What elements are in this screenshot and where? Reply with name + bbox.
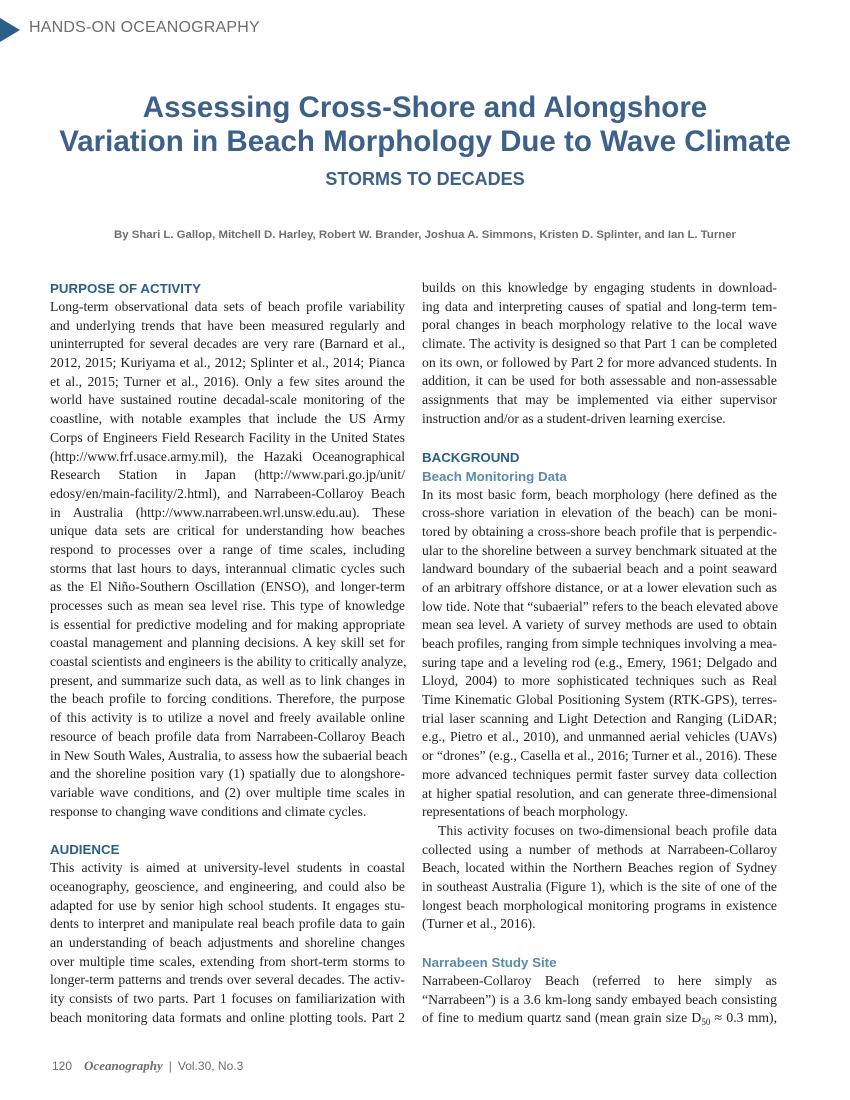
text-line: at higher spatial resolution, and can generate three-dimensional bbox=[422, 785, 777, 801]
text-line: In its most basic form, beach morphology (here defined as the bbox=[422, 486, 777, 502]
author-byline: By Shari L. Gallop, Mitchell D. Harley, Robert W. Brander, Joshua A. Simmons, Kristen D. Splinter, and Ian L. Turner bbox=[114, 229, 736, 241]
text-line: processes such as mean sea level rise. This type of knowledge bbox=[50, 598, 405, 613]
text-fragment: ≈ 0.3 mm), bbox=[710, 1010, 777, 1026]
study-site-last-line bbox=[422, 1009, 777, 1028]
text-line: (Turner et al., 2016). bbox=[422, 916, 536, 932]
beach-monitoring-paragraph-1 bbox=[422, 486, 777, 822]
footer-separator: | bbox=[168, 1059, 172, 1073]
text-line: Corps of Engineers Field Research Facility in the United States bbox=[50, 429, 405, 445]
text-line: Long-term observational data sets of beach profile variability bbox=[50, 299, 405, 314]
text-line: trial laser scanning and Light Detection and Ranging (LiDAR; bbox=[422, 710, 777, 726]
text-line: as the El Niño-Southern Oscillation (ENSO), and longer-term bbox=[50, 579, 405, 595]
text-line: Time Kinematic Global Positioning System (RTK-GPS), terres- bbox=[422, 692, 777, 708]
text-line: low tide. Note that “subaerial” refers to the beach elevated above bbox=[422, 598, 779, 614]
text-line: in Australia (http://www.narrabeen.wrl.unsw.edu.au). These bbox=[50, 504, 405, 520]
text-line: of this activity is to utilize a novel and freely available online bbox=[50, 710, 405, 726]
text-line: ity consists of two parts. Part 1 focuses on familiarization with bbox=[50, 991, 405, 1007]
text-line: adapted for use by senior high school students. It engages stu- bbox=[50, 897, 405, 913]
text-line: present, and summarize such data, as well as to link changes in bbox=[50, 672, 405, 688]
text-line: climate. The activity is designed so that Part 1 can be completed bbox=[422, 336, 777, 352]
text-line: more advanced techniques permit faster survey data collection bbox=[422, 766, 777, 782]
text-line: in southeast Australia (Figure 1), which is the site of one of the bbox=[422, 878, 777, 894]
text-line: cross-shore variation in elevation of the beach) can be moni- bbox=[422, 505, 777, 521]
text-line: This activity focuses on two-dimensional beach profile data bbox=[438, 822, 777, 838]
text-line: “Narrabeen”) is a 3.6 km-long sandy embayed beach consisting bbox=[422, 991, 777, 1007]
study-site-paragraph bbox=[422, 972, 777, 1009]
text-line: This activity is aimed at university-level students in coastal bbox=[50, 860, 405, 876]
section-marker-triangle bbox=[0, 18, 20, 42]
text-line: or “drones” (e.g., Casella et al., 2016; Turner et al., 2016). These bbox=[422, 748, 777, 764]
text-line: variable wave conditions, and (2) over multiple time scales in bbox=[50, 784, 405, 800]
text-line: resource of beach profile data from Narrabeen-Collaroy Beach bbox=[50, 728, 405, 744]
text-line: builds on this knowledge by engaging students in download- bbox=[422, 280, 777, 295]
text-line: coastline, with notable examples that include the US Army bbox=[50, 411, 405, 427]
text-line: in New South Wales, Australia, to assess how the subaerial beach bbox=[50, 747, 408, 763]
section-label: HANDS-ON OCEANOGRAPHY bbox=[29, 19, 260, 36]
text-line: uninterrupted for several decades are very rare (Barnard et al., bbox=[50, 336, 405, 352]
purpose-paragraph bbox=[50, 298, 408, 821]
text-line: unique data sets are critical for understanding how beaches bbox=[50, 523, 405, 539]
article-subtitle: STORMS TO DECADES bbox=[325, 169, 525, 189]
journal-name: Oceanography bbox=[84, 1058, 163, 1073]
page-footer bbox=[52, 1058, 243, 1074]
text-line: mean sea level. A variety of survey methods are used to obtain bbox=[422, 617, 777, 633]
text-line: (http://www.frf.usace.army.mil), the Hazaki Oceanographical bbox=[50, 448, 405, 464]
text-line: respond to processes over a range of time scales, including bbox=[50, 541, 405, 557]
page-number: 120 bbox=[52, 1059, 73, 1073]
text-line: instruction and/or as a student-driven learning exercise. bbox=[422, 410, 726, 426]
text-line: coastal scientists and engineers is the ability to critically analyze, bbox=[50, 654, 407, 670]
text-line: et al., 2015; Turner et al., 2016). Only a few sites around the bbox=[50, 373, 405, 389]
text-line: addition, it can be used for both assessable and non-assessable bbox=[422, 373, 777, 389]
text-line: suring tape and a leveling rod (e.g., Emery, 1961; Delgado and bbox=[422, 654, 777, 670]
article-title-line-1: Assessing Cross-Shore and Alongshore bbox=[142, 91, 708, 124]
text-line: and the shoreline position vary (1) spatially due to alongshore- bbox=[50, 766, 405, 782]
text-line: storms that last hours to days, interannual climatic cycles such bbox=[50, 560, 405, 576]
text-fragment: of fine to medium quartz sand (mean grain size D bbox=[422, 1010, 702, 1026]
article-title-line-2: Variation in Beach Morphology Due to Wave Climate bbox=[59, 125, 791, 158]
beach-monitoring-paragraph-2 bbox=[422, 822, 777, 934]
heading-purpose: PURPOSE OF ACTIVITY bbox=[50, 281, 201, 296]
text-line: oceanography, geoscience, and engineering, and could also be bbox=[50, 878, 405, 894]
text-line: dents to interpret and manipulate real beach profile data to gain bbox=[50, 916, 405, 932]
text-line: Lloyd, 2004) to more sophisticated techniques such as Real bbox=[422, 673, 777, 689]
text-line: longer-term patterns and trends over several decades. The activ- bbox=[50, 972, 405, 988]
text-line: of an arbitrary offshore distance, or at a lower elevation such as bbox=[422, 579, 777, 595]
text-line: collected using a number of methods at Narrabeen-Collaroy bbox=[422, 841, 777, 857]
volume-issue: Vol.30, No.3 bbox=[177, 1059, 244, 1073]
text-line: ular to the shoreline between a survey benchmark situated at the bbox=[422, 542, 777, 558]
heading-background: BACKGROUND bbox=[422, 449, 520, 465]
text-line: response to changing wave conditions and climate cycles. bbox=[50, 803, 367, 819]
text-line: is essential for predictive modeling and for making appropriate bbox=[50, 616, 405, 632]
text-line: e.g., Pietro et al., 2010), and unmanned aerial vehicles (UAVs) bbox=[422, 729, 777, 745]
subscript-50: 50 bbox=[701, 1017, 711, 1028]
text-line: Research Station in Japan (http://www.pari.go.jp/unit/ bbox=[50, 467, 405, 483]
text-line: over multiple time scales, extending from short-term storms to bbox=[50, 953, 405, 969]
subheading-narrabeen-study-site: Narrabeen Study Site bbox=[422, 955, 557, 970]
text-line: representations of beach morphology. bbox=[422, 804, 628, 820]
subheading-beach-monitoring-data: Beach Monitoring Data bbox=[422, 468, 567, 484]
left-column bbox=[50, 279, 408, 1027]
text-line: on its own, or followed by Part 2 for more advanced students. In bbox=[422, 354, 777, 370]
text-line: landward boundary of the subaerial beach and a point seaward bbox=[422, 561, 777, 577]
text-line: beach profiles, ranging from simple techniques involving a mea- bbox=[422, 636, 777, 651]
text-line: Narrabeen-Collaroy Beach (referred to here simply as bbox=[422, 973, 777, 988]
text-line: coastal management and planning decisions. A key skill set for bbox=[50, 635, 405, 651]
audience-paragraph-continued bbox=[422, 279, 777, 429]
right-column bbox=[422, 279, 777, 1028]
text-line: poral changes in beach morphology relative to the local wave bbox=[422, 317, 777, 333]
audience-paragraph bbox=[50, 859, 405, 1027]
text-line: ing data and interpreting causes of spatial and long-term tem- bbox=[422, 298, 777, 314]
text-line: longest beach morphological monitoring programs in existence bbox=[422, 897, 777, 913]
text-line: an understanding of beach adjustments and shoreline changes bbox=[50, 935, 405, 950]
text-line: 2012, 2015; Kuriyama et al., 2012; Splinter et al., 2014; Pianca bbox=[50, 355, 405, 371]
heading-audience: AUDIENCE bbox=[50, 842, 120, 858]
text-line: beach monitoring data formats and online plotting tools. Part 2 bbox=[50, 1009, 405, 1025]
text-line: and underlying trends that have been measured regularly and bbox=[50, 317, 405, 333]
text-line: the beach profile to forcing conditions. Therefore, the purpose bbox=[50, 691, 405, 707]
text-line: Beach, located within the Northern Beaches region of Sydney bbox=[422, 860, 777, 876]
text-line: assignments that may be implemented via either supervisor bbox=[422, 392, 777, 408]
text-line: edosy/en/main-facility/2.html), and Narrabeen-Collaroy Beach bbox=[50, 485, 405, 501]
text-line: world have sustained routine decadal-scale monitoring of the bbox=[50, 392, 405, 408]
text-line: tored by obtaining a cross-shore beach profile that is perpendic- bbox=[422, 523, 777, 539]
